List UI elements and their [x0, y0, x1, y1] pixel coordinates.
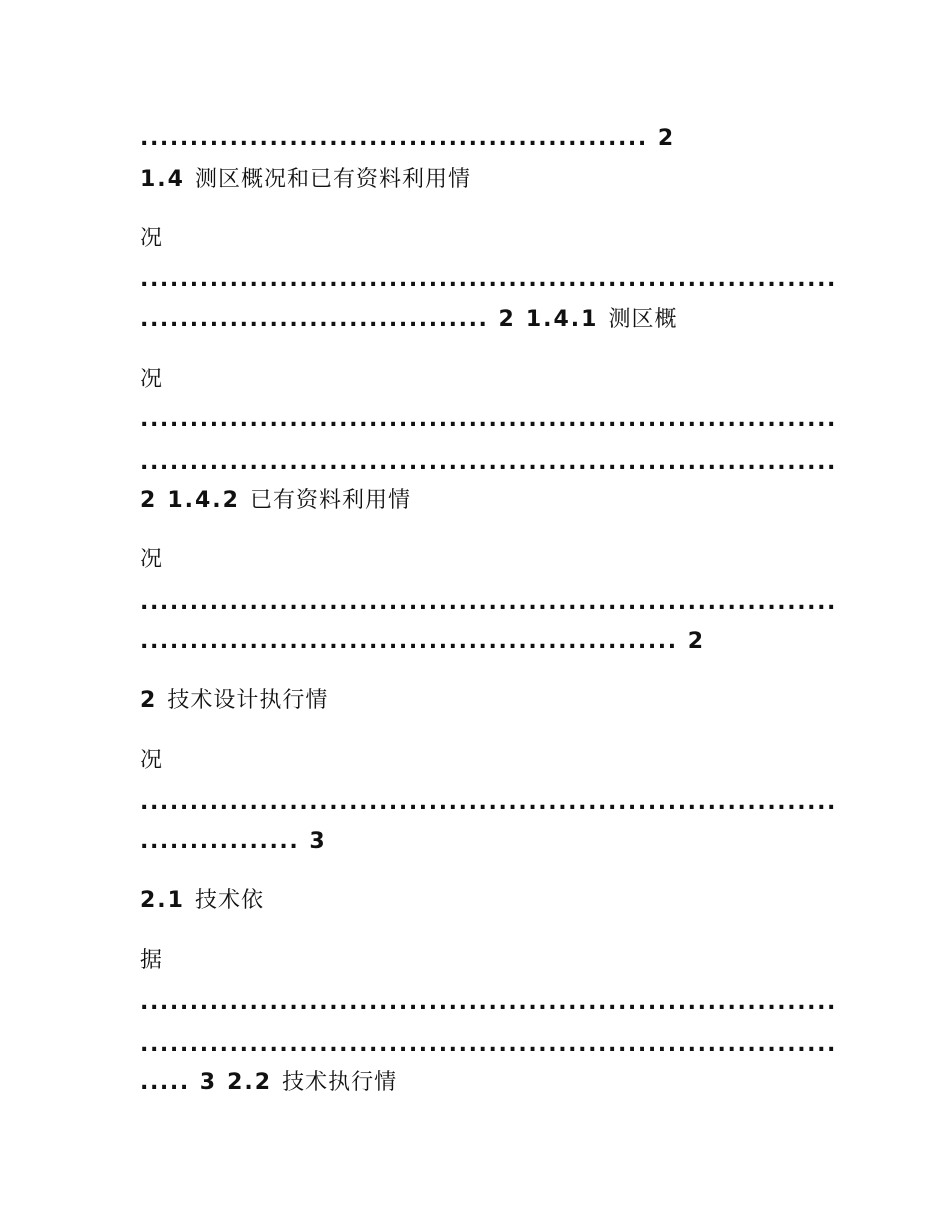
leader-dots: ......................................................................	[140, 450, 838, 475]
toc-entry-1-4-1	[140, 305, 677, 335]
leader-dots: ...................................	[140, 307, 489, 332]
page-number: 3	[309, 829, 327, 854]
toc-line-7	[140, 405, 837, 435]
section-number: 2.1	[140, 888, 185, 913]
section-title-cont: 况	[140, 748, 164, 773]
toc-entry-1-4-2	[140, 486, 411, 516]
page-number: 3	[199, 1070, 218, 1095]
toc-line-15	[140, 788, 837, 818]
page-number: 2	[687, 629, 706, 654]
toc-line-14	[140, 746, 163, 776]
section-number: 1.4.2	[167, 488, 240, 513]
section-title: 测区概	[608, 307, 678, 332]
leader-dots: ......................................................................	[140, 590, 838, 615]
section-title-cont: 况	[140, 367, 164, 392]
leader-dots: .....	[140, 1070, 190, 1095]
toc-entry-1-4	[140, 165, 471, 195]
page-number: 2	[140, 488, 158, 513]
section-title-cont: 据	[140, 948, 164, 973]
leader-dots: ......................................................	[140, 629, 678, 654]
toc-entry-2	[140, 686, 328, 716]
toc-line-1	[140, 124, 675, 154]
toc-line-10	[140, 545, 163, 575]
leader-dots: ...................................................	[140, 126, 648, 151]
section-number: 2.2	[227, 1070, 273, 1095]
page-number: 2	[498, 307, 516, 332]
toc-line-11	[140, 588, 837, 618]
section-title: 技术依	[194, 888, 264, 913]
section-title: 测区概况和已有资料利用情	[194, 167, 471, 192]
section-title-cont: 况	[140, 226, 164, 251]
section-number: 1.4	[140, 167, 185, 192]
toc-line-8	[140, 448, 837, 478]
section-title: 技术设计执行情	[167, 688, 329, 713]
leader-dots: ......................................................................	[140, 990, 838, 1015]
leader-dots: ......................................................................	[140, 407, 838, 432]
toc-line-6	[140, 365, 163, 395]
leader-dots: ......................................................................	[140, 1032, 838, 1057]
toc-line-16	[140, 827, 327, 857]
toc-line-4	[140, 265, 837, 295]
toc-line-20	[140, 1030, 837, 1060]
toc-entry-2-2	[140, 1068, 397, 1098]
leader-dots: ......................................................................	[140, 790, 838, 815]
leader-dots: ................	[140, 829, 300, 854]
page-number: 2	[657, 126, 676, 151]
section-number: 1.4.1	[525, 307, 599, 332]
toc-line-3	[140, 224, 163, 254]
leader-dots: ......................................................................	[140, 267, 838, 292]
toc-line-12	[140, 627, 705, 657]
toc-entry-2-1	[140, 886, 264, 916]
toc-line-18	[140, 946, 163, 976]
section-title-cont: 况	[140, 547, 164, 572]
section-title: 技术执行情	[282, 1070, 398, 1095]
toc-line-19	[140, 988, 837, 1018]
section-number: 2	[140, 688, 158, 713]
section-title: 已有资料利用情	[249, 488, 411, 513]
